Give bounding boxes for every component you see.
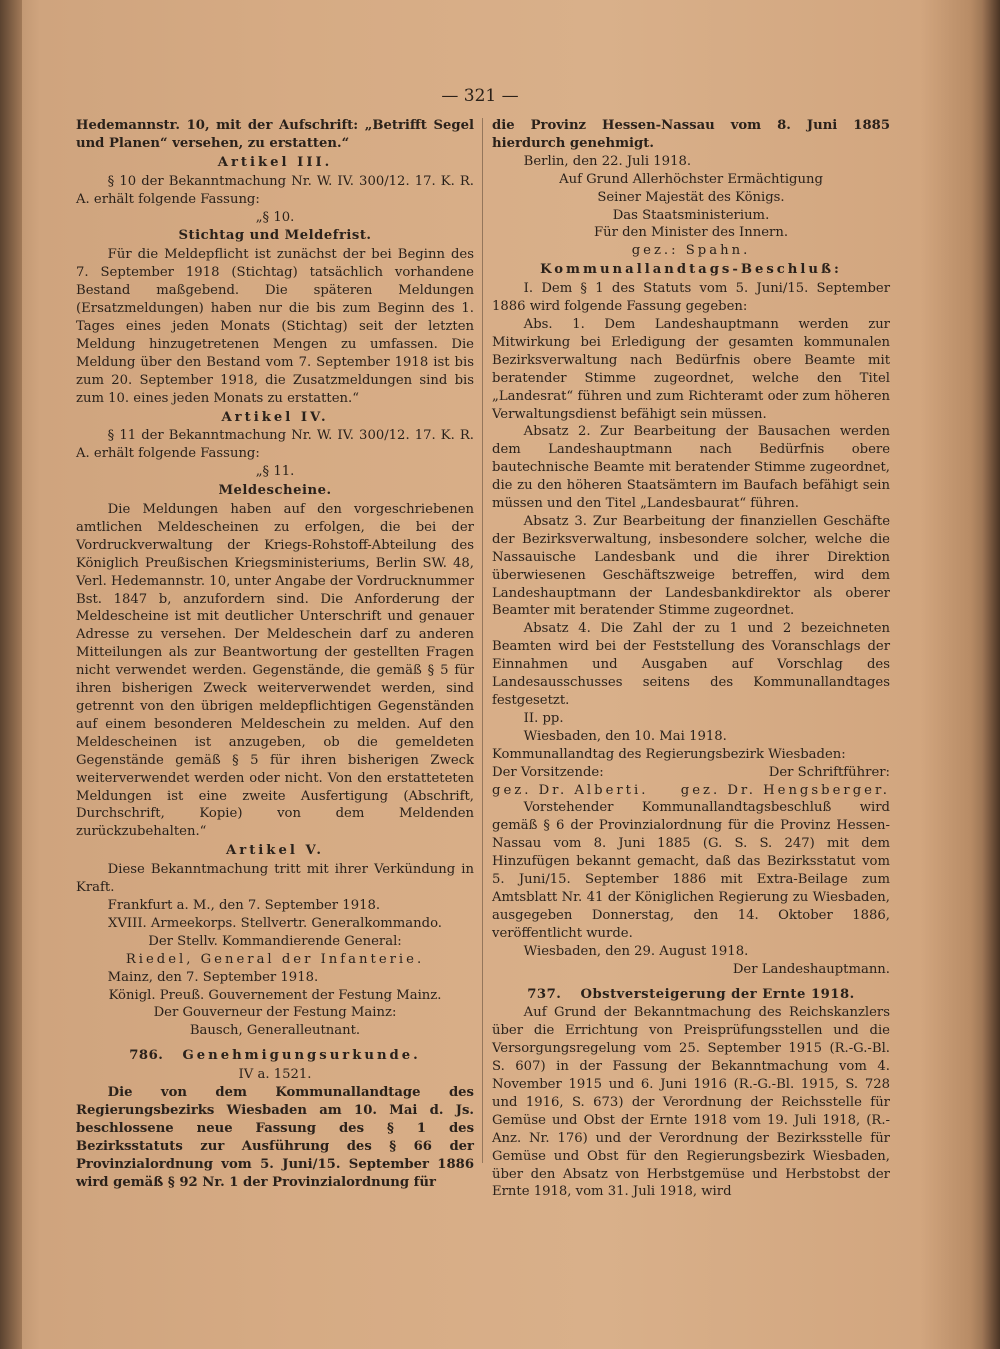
signature-line: Der Gouverneur der Festung Mainz:: [153, 1005, 397, 1021]
date-line: Wiesbaden, den 29. August 1918.: [523, 943, 749, 959]
left-column: [76, 117, 474, 1191]
article-heading: Artikel III.: [217, 154, 333, 170]
date-line: Wiesbaden, den 10. Mai 1918.: [523, 728, 727, 744]
reference-number: IV a. 1521.: [238, 1067, 312, 1083]
paragraph: Vorstehender Kommunallandtagsbeschluß wird gemäß § 6 der Provinzialordnung für die Provinz Hessen-Nassau vom 8. Juni 1885 (G. S. S. 247) mit dem Hinzufügen bekannt gemacht, daß das Bezirksstatut vom 5. Juni/15. September 1886 mit Extra-Beilage zum Amtsblatt Nr. 41 der Königlichen Regierung zu Wiesbaden, ausgegeben Donnerstag, den 14. Oktober 1886, veröffentlicht wurde.: [492, 800, 890, 941]
notice-title: Obstversteigerung der Ernte 1918.: [580, 986, 855, 1002]
signature-row: [492, 764, 890, 782]
notice-number: 737.: [527, 986, 562, 1002]
date-line: Berlin, den 22. Juli 1918.: [523, 153, 692, 169]
signature-name: Bausch, Generalleutnant.: [189, 1023, 361, 1039]
notice-heading: [76, 1047, 474, 1065]
signature-line: Der Stellv. Kommandierende General:: [148, 933, 402, 949]
signature-line: Das Staatsministerium.: [612, 207, 770, 223]
section-title: Stichtag und Meldefrist.: [178, 228, 372, 244]
article-heading: Artikel IV.: [221, 409, 329, 425]
book-gutter: [0, 0, 22, 1349]
paragraph: Die von dem Kommunallandtage des Regierungsbezirks Wiesbaden am 10. Mai d. Js. beschlossene neue Fassung des § 1 des Bezirksstatuts zur Ausführung des § 66 der Provinzialordnung vom 5. Juni/15. September 1886 wird gemäß § 92 Nr. 1 der Provinzialordnung für: [76, 1085, 474, 1190]
spacer: [76, 1040, 474, 1046]
secretary-name: gez. Dr. Hengsberger.: [680, 782, 890, 798]
spacer: [492, 979, 890, 985]
date-line: Mainz, den 7. September 1918.: [107, 969, 319, 985]
signature-line: Für den Minister des Innern.: [593, 225, 789, 241]
section-title: Meldescheine.: [218, 483, 332, 499]
paragraph: Diese Bekanntmachung tritt mit ihrer Verkündung in Kraft.: [76, 862, 474, 896]
signature-name: gez.: Spahn.: [631, 243, 751, 259]
paragraph: Absatz 2. Zur Bearbeitung der Bausachen werden dem Landeshauptmann nach Bedürfnis obere bautechnische Beamte mit beratender Stimme zugeordnet, die zu den höheren Staatsämtern im Baufach befähigt sein müssen und den Titel „Landesbaurat“ führen.: [492, 424, 890, 512]
paragraph: Abs. 1. Dem Landeshauptmann werden zur Mitwirkung bei Erledigung der gesamten kommunalen Bezirksverwaltung nach Bedürfnis obere Beamte mit beratender Stimme zugeordnet, welche den Titel „Landesrat“ führen und zum Richteramt oder zum höheren Verwaltungsdienst befähigt sein müssen.: [492, 316, 890, 422]
date-line: Frankfurt a. M., den 7. September 1918.: [107, 897, 381, 913]
page-number: — 321 —: [441, 86, 519, 106]
page-edge: [982, 0, 1000, 1349]
notice-title: Genehmigungsurkunde.: [182, 1048, 421, 1064]
right-column: [492, 117, 890, 1201]
chair-label: Der Vorsitzende:: [492, 764, 604, 780]
article-heading: Artikel V.: [226, 843, 324, 859]
paragraph: § 10 der Bekanntmachung Nr. W. IV. 300/12. 17. K. R. A. erhält folgende Fassung:: [76, 173, 474, 207]
signature-line: Der Landeshauptmann.: [732, 961, 890, 977]
signature-line: Kommunallandtag des Regierungsbezirk Wiesbaden:: [492, 746, 846, 762]
paragraph: Hedemannstr. 10, mit der Aufschrift: „Betrifft Segel und Planen“ versehen, zu erstatten.“: [76, 118, 474, 151]
paragraph: Auf Grund der Bekanntmachung des Reichskanzlers über die Errichtung von Preisprüfungsstellen und die Versorgungsregelung vom 25. September 1915 (R.-G.-Bl. S. 607) in der Fassung der Bekanntmachung vom 4. November 1915 und 6. Juni 1916 (R.-G.-Bl. 1915, S. 728 und 1916, S. 673) der Verordnung der Reichsstelle für Gemüse und Obst der Ernte 1918 vom 19. Juli 1918, (R.-Anz. Nr. 176) und der Verordnung der Bezirksstelle für Gemüse und Obst für den Regierungsbezirk Wiesbaden, über den Absatz von Herbstgemüse und Herbstobst der Ernte 1918, vom 31. Juli 1918, wird: [492, 1005, 890, 1200]
paragraph: Absatz 3. Zur Bearbeitung der finanziellen Geschäfte der Bezirksverwaltung, insbesondere solcher, welche die Nassauische Landesbank und die ihrer Direktion überwiesenen Geschäftszweige betreffen, wird dem Landeshauptmann der Landesbankdirektor als oberer Beamter mit beratender Stimme zugeordnet.: [492, 513, 890, 619]
notice-number: 786.: [129, 1048, 164, 1064]
column-divider: [482, 118, 483, 1163]
signature-name: Riedel, General der Infanterie.: [125, 951, 425, 967]
notice-heading: [492, 986, 890, 1004]
paragraph: II. pp.: [523, 710, 564, 726]
resolution-heading: Kommunallandtags-Beschluß:: [540, 262, 842, 278]
paragraph: Die Meldungen haben auf den vorgeschriebenen amtlichen Meldescheinen zu erfolgen, die bei der Vordruckverwaltung der Kriegs-Rohstoff-Abteilung des Königlich Preußischen Kriegsministeriums, Berlin SW. 48, Verl. Hedemannstr. 10, unter Angabe der Vordrucknummer Bst. 1847 b, anzufordern sind. Die Anforderung der Meldescheine ist mit deutlicher Unterschrift und genauer Adresse zu versehen. Der Meldeschein darf zu anderen Mitteilungen als zur Beantwortung der gestellten Fragen nicht verwendet werden. Gegenstände, die gemäß § 5 für ihren bisherigen Zweck weiterverwendet werden, sind getrennt von den übrigen meldepflichtigen Gegenständen auf einem besonderen Meldeschein zu melden. Auf den Meldescheinen ist anzugeben, ob die gemeldeten Gegenstände gemäß § 5 für ihren bisherigen Zweck weiterverwendet werden oder nicht. Von den erstatteteten Meldungen ist eine zweite Ausfertigung (Abschrift, Durchschrift, Kopie) von dem Meldenden zurückzubehalten.“: [76, 502, 474, 840]
signature-line: Königl. Preuß. Gouvernement der Festung Mainz.: [108, 987, 442, 1003]
section-number: „§ 11.: [255, 464, 295, 480]
paragraph: § 11 der Bekanntmachung Nr. W. IV. 300/12. 17. K. R. A. erhält folgende Fassung:: [76, 428, 474, 462]
signature-line: Seiner Majestät des Königs.: [597, 189, 785, 205]
secretary-label: Der Schriftführer:: [768, 764, 890, 780]
section-number: „§ 10.: [255, 209, 295, 225]
signature-line: XVIII. Armeekorps. Stellvertr. Generalkommando.: [107, 915, 443, 931]
paragraph: die Provinz Hessen-Nassau vom 8. Juni 1885 hierdurch genehmigt.: [492, 118, 890, 151]
paragraph: Absatz 4. Die Zahl der zu 1 und 2 bezeichneten Beamten wird bei der Feststellung des Voranschlags der Einnahmen und Ausgaben auf Vorschlag des Landesausschusses seitens des Kommunallandtages festgesetzt.: [492, 621, 890, 708]
paragraph: Für die Meldepflicht ist zunächst der bei Beginn des 7. September 1918 (Stichtag) tatsächlich vorhandene Bestand maßgebend. Die späteren Meldungen (Ersatzmeldungen) haben nur die bis zum Beginn des 1. Tages eines jeden Monats (Stichtag) seit der letzten Meldung hinzugetretenen Mengen zu umfassen. Die Meldung über den Bestand vom 7. September 1918 ist bis zum 20. September 1918, die Zusatzmeldungen sind bis zum 10. eines jeden Monats zu erstatten.“: [76, 247, 474, 406]
chair-name: gez. Dr. Alberti.: [492, 782, 649, 798]
signature-row: [492, 782, 890, 800]
signature-line: Auf Grund Allerhöchster Ermächtigung: [559, 171, 823, 187]
paragraph: I. Dem § 1 des Statuts vom 5. Juni/15. September 1886 wird folgende Fassung gegeben:: [492, 281, 890, 315]
